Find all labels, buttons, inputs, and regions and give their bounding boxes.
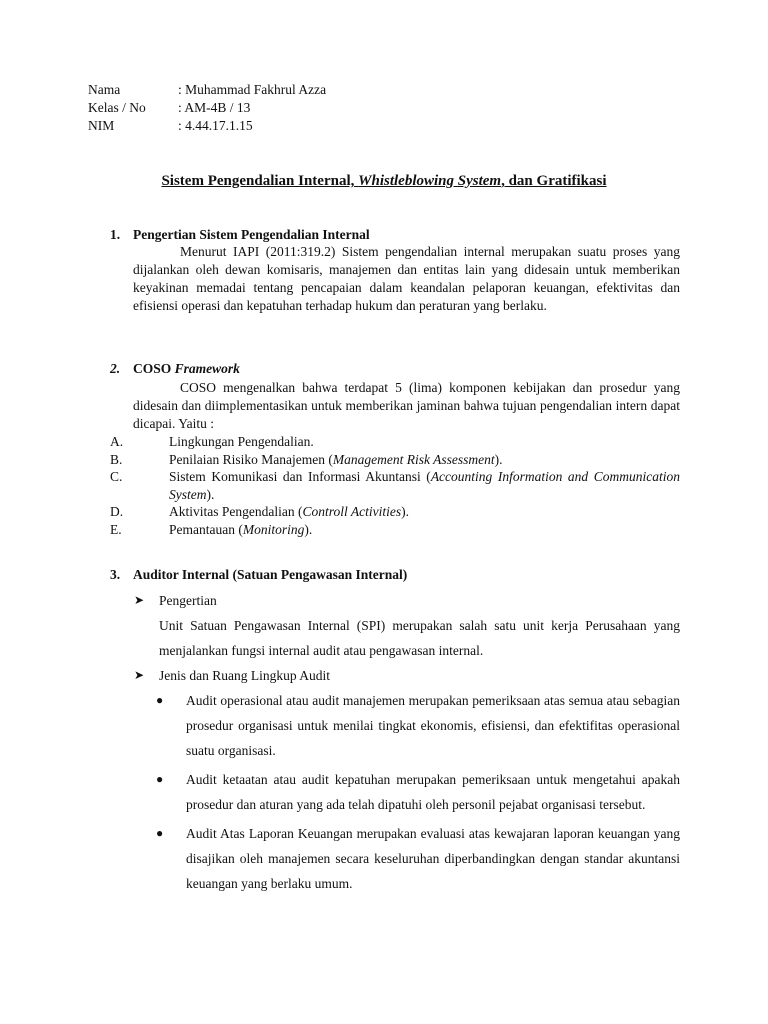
- section-2-heading: [110, 360, 680, 377]
- class-label: Kelas / No: [88, 100, 146, 115]
- list-item: [156, 767, 680, 817]
- sub-item-label: Jenis dan Ruang Lingkup Audit: [159, 668, 330, 683]
- list-item-text: Sistem Komunikasi dan Informasi Akuntansi (Accounting Information and Communication System).: [169, 469, 680, 502]
- bullet-dot-icon: ●: [156, 772, 164, 786]
- name-value: : Muhammad Fakhrul Azza: [178, 82, 327, 97]
- section-1: [110, 226, 680, 315]
- list-item-marker: B.: [110, 451, 123, 467]
- document-title: [0, 173, 768, 190]
- bullet-dot-icon: ●: [156, 693, 164, 707]
- section-1-paragraph-text: Menurut IAPI (2011:319.2) Sistem pengendalian internal merupakan suatu proses yang dijalankan oleh dewan komisaris, manajemen dan entitas lain yang didesain untuk memberikan keyakinan memadai tentang pencapaian dalam keandalan pelaporan keuangan, efektivitas dan efisiensi operasi dan kepatuhan terhadap hukum dan peraturan yang berlaku.: [133, 244, 680, 313]
- section-2-title: [133, 360, 240, 377]
- sub-item-pengertian: [134, 588, 680, 613]
- sub-item-pengertian-text: Unit Satuan Pengawasan Internal (SPI) merupakan salah satu unit kerja Perusahaan yang menjalankan fungsi internal audit atau pengawasan internal.: [159, 618, 680, 658]
- sub-item-jenis-audit: [134, 663, 680, 688]
- section-1-heading: [110, 226, 680, 243]
- title-part-1: Sistem Pengendalian Internal,: [161, 173, 359, 189]
- nim-label: NIM: [88, 118, 115, 133]
- section-1-number: 1.: [110, 227, 121, 242]
- title-part-2: Whistleblowing System: [358, 173, 502, 189]
- list-item-text: Pemantauan (Monitoring).: [169, 521, 313, 537]
- nim-value: : 4.44.17.1.15: [178, 118, 253, 133]
- identity-row-nim: [88, 117, 326, 135]
- list-item-text: Penilaian Risiko Manajemen (Management Risk Assessment).: [169, 451, 503, 467]
- list-item: [156, 821, 680, 896]
- list-item: [110, 451, 680, 469]
- list-item-text: Lingkungan Pengendalian.: [169, 434, 314, 449]
- list-item-text: Audit ketaatan atau audit kepatuhan merupakan pemeriksaan untuk mengetahui apakah prosedur dan aturan yang ada telah dipatuhi oleh personil pejabat organisasi tersebut.: [186, 772, 680, 812]
- section-2-number: 2.: [110, 361, 121, 376]
- list-item: [110, 521, 680, 539]
- identity-block: [88, 81, 326, 135]
- list-item-marker: E.: [110, 521, 122, 537]
- list-item: [110, 433, 680, 451]
- list-item: [110, 468, 680, 503]
- list-item-text: Aktivitas Pengendalian (Controll Activities).: [169, 504, 409, 519]
- arrowhead-icon: ➤: [134, 668, 145, 682]
- name-label: Nama: [88, 82, 121, 97]
- section-3-title: Auditor Internal (Satuan Pengawasan Internal): [133, 567, 408, 582]
- list-item-text: Audit operasional atau audit manajemen merupakan pemeriksaan atas semua atau sebagian prosedur organisasi untuk menilai tingkat ekonomis, efisiensi, dan efektifitas operasional suatu organisasi.: [186, 693, 680, 758]
- list-item-marker: D.: [110, 504, 124, 519]
- section-2-title-plain: COSO: [133, 361, 175, 376]
- title-part-3: , dan Gratifikasi: [501, 173, 607, 189]
- list-item: [110, 503, 680, 521]
- section-1-paragraph: [133, 243, 680, 315]
- section-3-heading: [110, 566, 680, 583]
- arrowhead-icon: ➤: [134, 593, 145, 607]
- section-3: [110, 566, 680, 896]
- section-1-title: Pengertian Sistem Pengendalian Internal: [133, 227, 370, 242]
- section-3-number: 3.: [110, 567, 121, 582]
- class-value: : AM-4B / 13: [178, 100, 251, 115]
- list-item-marker: C.: [110, 469, 123, 484]
- list-item-text: Audit Atas Laporan Keuangan merupakan evaluasi atas kewajaran laporan keuangan yang disajikan oleh manajemen secara keseluruhan diperbandingkan dengan standar akuntansi keuangan yang berlaku umum.: [186, 826, 680, 891]
- sub-item-label: Pengertian: [159, 593, 217, 608]
- section-2: [110, 360, 680, 538]
- coso-components-list: [110, 433, 680, 538]
- list-item-marker: A.: [110, 434, 124, 449]
- bullet-dot-icon: ●: [156, 826, 164, 840]
- identity-row-class: [88, 99, 326, 117]
- list-item: [156, 688, 680, 763]
- section-2-title-italic: Framework: [174, 361, 240, 376]
- identity-row-name: [88, 81, 326, 99]
- section-2-paragraph-text: COSO mengenalkan bahwa terdapat 5 (lima) komponen kebijakan dan prosedur yang didesain dan diimplementasikan untuk memberikan jaminan bahwa tujuan pengendalian intern dapat dicapai. Yaitu :: [133, 380, 680, 431]
- section-2-paragraph: [133, 379, 680, 433]
